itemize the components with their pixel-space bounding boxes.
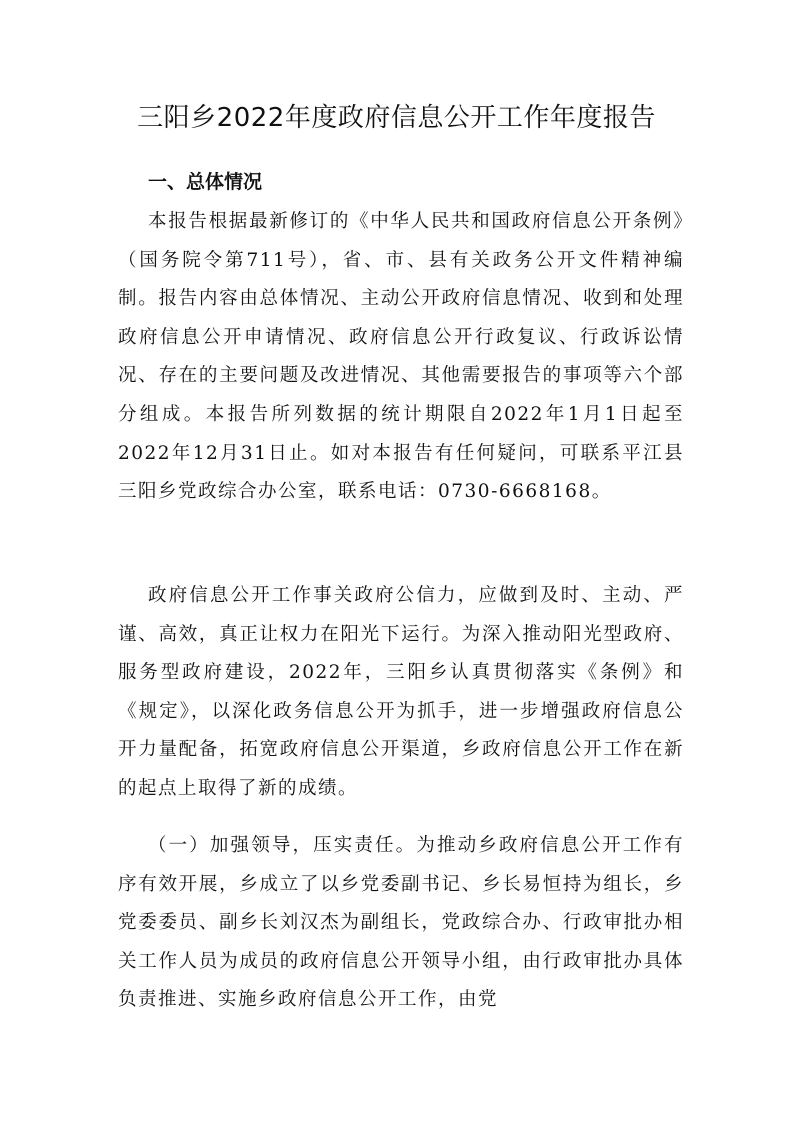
document-title: 三阳乡2022年度政府信息公开工作年度报告 xyxy=(137,103,656,133)
section-heading-overview: 一、总体情况 xyxy=(148,171,263,193)
paragraph-leadership: （一）加强领导，压实责任。为推动乡政府信息公开工作有序有效开展，乡成立了以乡党委副书记、乡长易恒持为组长，乡党委委员、副乡长刘汉杰为副组长，党政综合办、行政审批办相关工作人员为成员的政府信息公开领导小组，由行政审批办具体负责推进、实施乡政府信息公开工作，由党 xyxy=(118,835,684,1011)
paragraph-transparency-importance: 政府信息公开工作事关政府公信力，应做到及时、主动、严谨、高效，真正让权力在阳光下运行。为深入推动阳光型政府、服务型政府建设，2022年，三阳乡认真贯彻落实《条例》和《规定》，以深化政务信息公开为抓手，进一步增强政府信息公开力量配备，拓宽政府信息公开渠道，乡政府信息公开工作在新的起点上取得了新的成绩。 xyxy=(118,585,684,799)
paragraph-report-basis: 本报告根据最新修订的《中华人民共和国政府信息公开条例》（国务院令第711号），省、市、县有关政务公开文件精神编制。报告内容由总体情况、主动公开政府信息情况、收到和处理政府信息公开申请情况、政府信息公开行政复议、行政诉讼情况、存在的主要问题及改进情况、其他需要报告的事项等六个部分组成。本报告所列数据的统计期限自2022年1月1日起至2022年12月31日止。如对本报告有任何疑问，可联系平江县三阳乡党政综合办公室，联系电话：0730-6668168。 xyxy=(118,211,684,503)
